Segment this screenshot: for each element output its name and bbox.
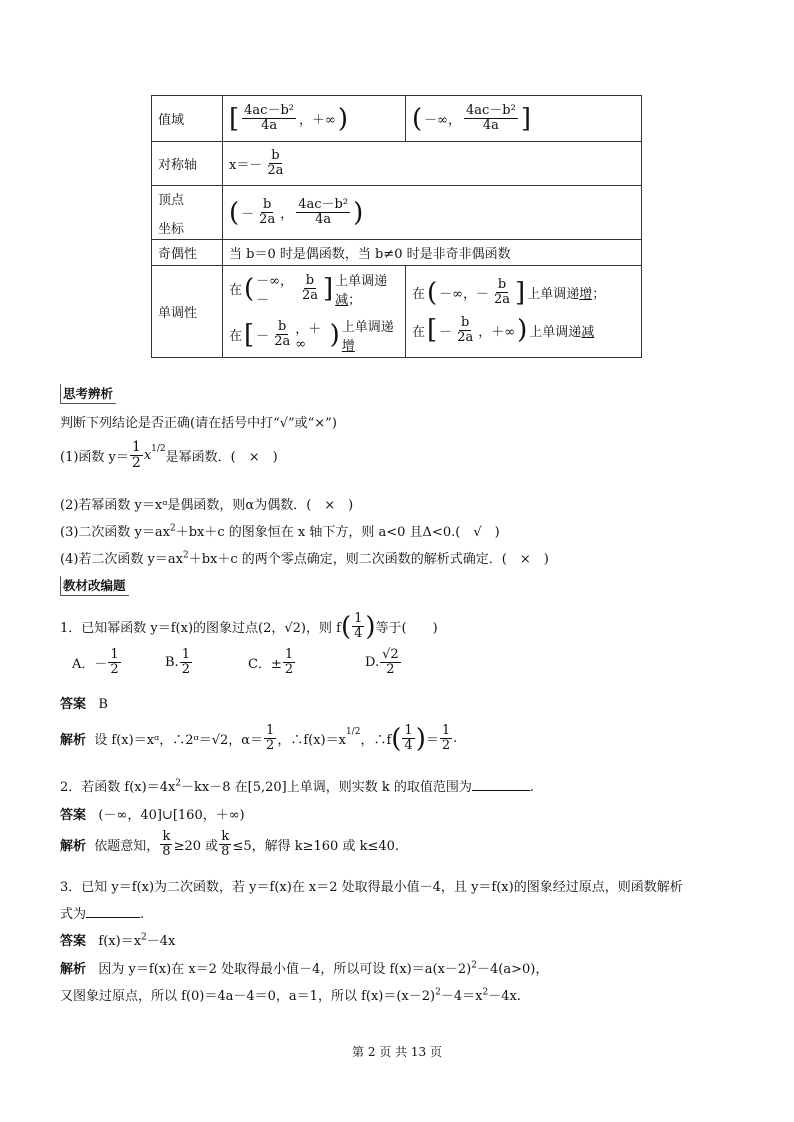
sol-sup: 2: [471, 960, 477, 971]
sol-text: 依题意知，: [94, 839, 160, 855]
fraction-denominator: 4: [404, 738, 413, 754]
mono-label: 单调性: [152, 266, 223, 358]
q-text: .: [529, 780, 535, 795]
fraction-denominator: 2a: [259, 212, 276, 227]
range-right-cell: ( －∞， $\frac{\text{4ac－b²}}{4a}$ ]: [406, 96, 642, 142]
mono-keyword: 增: [579, 287, 593, 303]
fraction-numerator: 4ac－b²: [244, 102, 294, 118]
fraction-numerator: k: [162, 829, 171, 844]
q-var: x: [143, 448, 152, 464]
option-c: [248, 648, 296, 678]
sol-text: －4＝x: [440, 989, 483, 1004]
fraction-numerator: 1: [354, 611, 363, 626]
problem-3-line1: 3．已知 y＝f(x)为二次函数，若 y＝f(x)在 x＝2 处取得最小值－4，且 y＝f(x)的图象经过原点，则函数解析: [60, 880, 683, 895]
fraction-denominator: 2a: [457, 329, 474, 345]
fraction-denominator: 2a: [301, 288, 318, 303]
p3-solution-line1: [60, 958, 548, 977]
sol-text: ，∴f(x)＝x: [277, 733, 346, 749]
q-sup: 2: [169, 523, 176, 534]
think-q3: [60, 521, 500, 540]
parity-label: 奇偶性: [152, 240, 223, 266]
mono-text: 在: [229, 283, 243, 298]
option-d: [365, 648, 402, 678]
fraction-numerator: 1: [110, 647, 119, 662]
mono-text: 在: [412, 287, 426, 303]
solution-label: 解析: [60, 839, 87, 855]
think-q1: [60, 440, 278, 472]
fraction-numerator: k: [221, 829, 230, 844]
quadratic-properties-table: [151, 95, 642, 358]
axis-cell: [223, 142, 642, 186]
q-text: (4)若二次函数 y＝ax: [60, 552, 183, 567]
fraction-denominator: 2: [266, 738, 275, 754]
mono-text: －: [439, 324, 453, 340]
q-sup: 2: [182, 550, 189, 561]
fraction-denominator: 2a: [267, 163, 284, 178]
option-label: D.: [365, 655, 380, 671]
fraction-denominator: 2: [181, 662, 190, 678]
q-text: 式为: [60, 907, 87, 922]
fraction-numerator: 4ac－b²: [298, 196, 349, 212]
fraction-numerator: 1: [266, 723, 275, 738]
p2-answer: [60, 804, 245, 823]
q-text: 1．已知幂函数 y＝f(x)的图象过点(2，√2)，则 f: [60, 621, 341, 637]
sol-text: 因为 y＝f(x)在 x＝2 处取得最小值－4，所以可设 f(x)＝a(x－2): [98, 962, 472, 977]
mono-text: ，＋∞: [295, 321, 322, 352]
fraction-denominator: 4a: [482, 118, 499, 133]
vertex-head: －: [241, 207, 255, 222]
answer-blank[interactable]: [86, 917, 140, 918]
fraction-denominator: 2: [284, 662, 294, 678]
fraction-denominator: 8: [221, 844, 230, 860]
mono-text: 上单调递: [341, 319, 394, 335]
q-text: ＋bx＋c 的图象恒在 x 轴下方，则 a<0 且Δ<0.( √ ): [175, 525, 500, 540]
q-text: (3)二次函数 y＝ax: [60, 525, 170, 540]
fraction-numerator: 1: [181, 647, 190, 662]
table-row-range: [152, 96, 642, 142]
fraction-numerator: b: [497, 276, 507, 292]
mono-text: ，＋∞: [478, 324, 516, 340]
parity-cell: 当 b＝0 时是偶函数，当 b≠0 时是非奇非偶函数: [223, 240, 642, 266]
sol-text: ≤5，解得 k≥160 或 k≤40.: [232, 839, 400, 855]
range-label: 值域: [152, 96, 223, 142]
fraction-numerator: b: [278, 318, 287, 334]
fraction-denominator: 4: [354, 626, 363, 642]
fraction-numerator: 1: [131, 439, 141, 455]
fraction-denominator: 2a: [274, 334, 291, 349]
fraction-numerator: b: [305, 272, 315, 288]
fraction-denominator: 2: [110, 662, 119, 678]
solution-label: 解析: [60, 733, 87, 749]
mono-left-cell: 在 ( －∞，－ $\frac{b}{2a}$ ] 上单调递减； 在 [ － $\frac{b}{2a}$ ，＋∞ ) 上单调递增: [223, 266, 406, 358]
q-text: ＋bx＋c 的两个零点确定，则二次函数的解析式确定．( × ): [188, 552, 549, 567]
answer-blank[interactable]: [472, 790, 530, 791]
q-text: (1)函数 y＝: [60, 450, 129, 466]
fraction-denominator: 4a: [261, 118, 278, 133]
sol-text: .: [453, 731, 458, 747]
vertex-cell: ( － $\frac{b}{2a}$ ， $\frac{\text{4ac－b²}}{4a}$ ): [223, 186, 642, 240]
problem-1: 1．已知幂函数 y＝f(x)的图象过点(2，√2)，则 f ( $\frac{1}{4}$ ) 等于( ): [60, 611, 438, 642]
sol-text: 设 f(x)＝xᵅ，∴2ᵅ＝√2，α＝: [94, 733, 264, 749]
sol-text: ≥20 或: [173, 839, 219, 855]
fraction-numerator: b: [271, 147, 280, 163]
think-q2: (2)若幂函数 y＝xᵅ是偶函数，则α为偶数．( × ): [60, 498, 354, 513]
fraction-numerator: 1: [284, 647, 294, 662]
think-q4: [60, 548, 549, 567]
answer-label: 答案: [60, 808, 87, 823]
answer-label: 答案: [60, 697, 87, 712]
mono-text: ；: [592, 287, 606, 303]
sol-sup: 2: [435, 987, 441, 998]
mono-keyword: 减: [335, 292, 349, 308]
fraction-numerator: b: [461, 314, 470, 330]
answer-label: 答案: [60, 934, 87, 949]
answer-value: f(x)＝x: [98, 934, 142, 949]
p1-solution: 解析 设 f(x)＝xᵅ，∴2ᵅ＝√2，α＝ $\frac{1}{2}$ ，∴f(x)＝x 1/2 ，∴f ( $\frac{1}{4}$ ) ＝ $\frac{1}{2}$ .: [60, 723, 458, 754]
fraction-numerator: b: [263, 196, 272, 212]
mono-right-cell: 在 ( －∞，－ $\frac{b}{2a}$ ] 上单调递增； 在 [ － $\frac{b}{2a}$ ，＋∞ ) 上单调递减: [406, 266, 642, 358]
sol-text: ＝: [425, 733, 439, 749]
range-left-tail: ，＋∞: [299, 113, 336, 128]
p3-solution-line2: [60, 985, 521, 1004]
range-right-head: －∞，: [424, 113, 461, 128]
fraction-denominator: 2: [386, 662, 395, 678]
sol-exponent: 1/2: [345, 726, 361, 737]
mono-text: －∞，－: [439, 287, 490, 303]
p3-answer: [60, 930, 175, 949]
mono-keyword: 减: [581, 324, 595, 340]
option-a: [72, 648, 122, 678]
fraction-numerator: 1: [441, 723, 451, 738]
answer-value: (－∞，40]∪[160，＋∞): [98, 808, 245, 823]
q-text: 等于( ): [375, 621, 438, 637]
q-text: 2．若函数 f(x)＝4x: [60, 780, 176, 795]
mono-text: 上单调递: [529, 324, 582, 340]
p1-answer: [60, 693, 108, 712]
option-label: C．±: [248, 657, 282, 673]
option-label: A．－: [72, 657, 108, 673]
table-row-parity: [152, 240, 642, 266]
section-title-textbook: 教材改编题: [60, 576, 129, 596]
vertex-label-line1: 顶点: [158, 192, 185, 208]
vertex-sep: ，: [280, 207, 294, 222]
q-text: .: [140, 907, 145, 922]
axis-label: 对称轴: [152, 142, 223, 186]
axis-head: x＝－: [229, 158, 263, 173]
mono-text: －∞，－: [256, 273, 294, 308]
sol-sup: 2: [482, 987, 489, 998]
problem-2: [60, 776, 534, 795]
sol-text: 又图象过原点，所以 f(0)＝4a－4＝0，a＝1，所以 f(x)＝(x－2): [60, 989, 436, 1004]
mono-text: 上单调递: [527, 287, 580, 303]
answer-sup: 2: [141, 932, 147, 943]
fraction-numerator: 4ac－b²: [466, 102, 516, 118]
mono-text: ；: [348, 292, 362, 308]
p2-solution: [60, 830, 399, 860]
page-footer: 第 2 页 共 13 页: [352, 1045, 442, 1059]
answer-value: －4x: [146, 934, 176, 949]
option-b: [165, 648, 193, 678]
vertex-label: [152, 186, 223, 240]
mono-text: 上单调递: [335, 273, 388, 289]
sol-text: －4x.: [488, 989, 521, 1004]
sol-text: ，∴f: [360, 733, 392, 749]
answer-value: B: [98, 697, 108, 712]
vertex-label-line2: 坐标: [158, 221, 185, 237]
mono-text: 在: [229, 329, 243, 344]
fraction-denominator: 2a: [494, 292, 511, 308]
problem-3-line2: [60, 903, 144, 922]
think-intro: 判断下列结论是否正确(请在括号中打“√”或“×”): [60, 416, 337, 431]
q-sup: 2: [175, 778, 182, 789]
q-text: －kx－8 在[5,20]上单调，则实数 k 的取值范围为: [181, 780, 472, 795]
mono-keyword: 增: [341, 338, 355, 354]
q-exponent: 1/2: [151, 443, 166, 454]
table-row-vertex: [152, 186, 642, 240]
fraction-denominator: 8: [162, 844, 171, 860]
fraction-denominator: 2: [131, 455, 141, 472]
range-left-cell: [ $\frac{\text{4ac－b²}}{4a}$ ，＋∞ ): [223, 96, 406, 142]
option-label: B.: [165, 655, 179, 671]
q-text: 是幂函数．( × ): [165, 450, 278, 466]
mono-text: －: [256, 329, 270, 344]
mono-text: 在: [412, 324, 426, 340]
section-title-think: 思考辨析: [60, 384, 116, 404]
fraction-denominator: 2: [441, 738, 451, 754]
fraction-denominator: 4a: [315, 212, 332, 227]
fraction-numerator: √2: [382, 647, 399, 662]
solution-label: 解析: [60, 962, 87, 977]
fraction-numerator: 1: [404, 723, 413, 738]
sol-text: －4(a>0)，: [476, 962, 549, 977]
table-row-axis: [152, 142, 642, 186]
table-row-monotonic: [152, 266, 642, 358]
